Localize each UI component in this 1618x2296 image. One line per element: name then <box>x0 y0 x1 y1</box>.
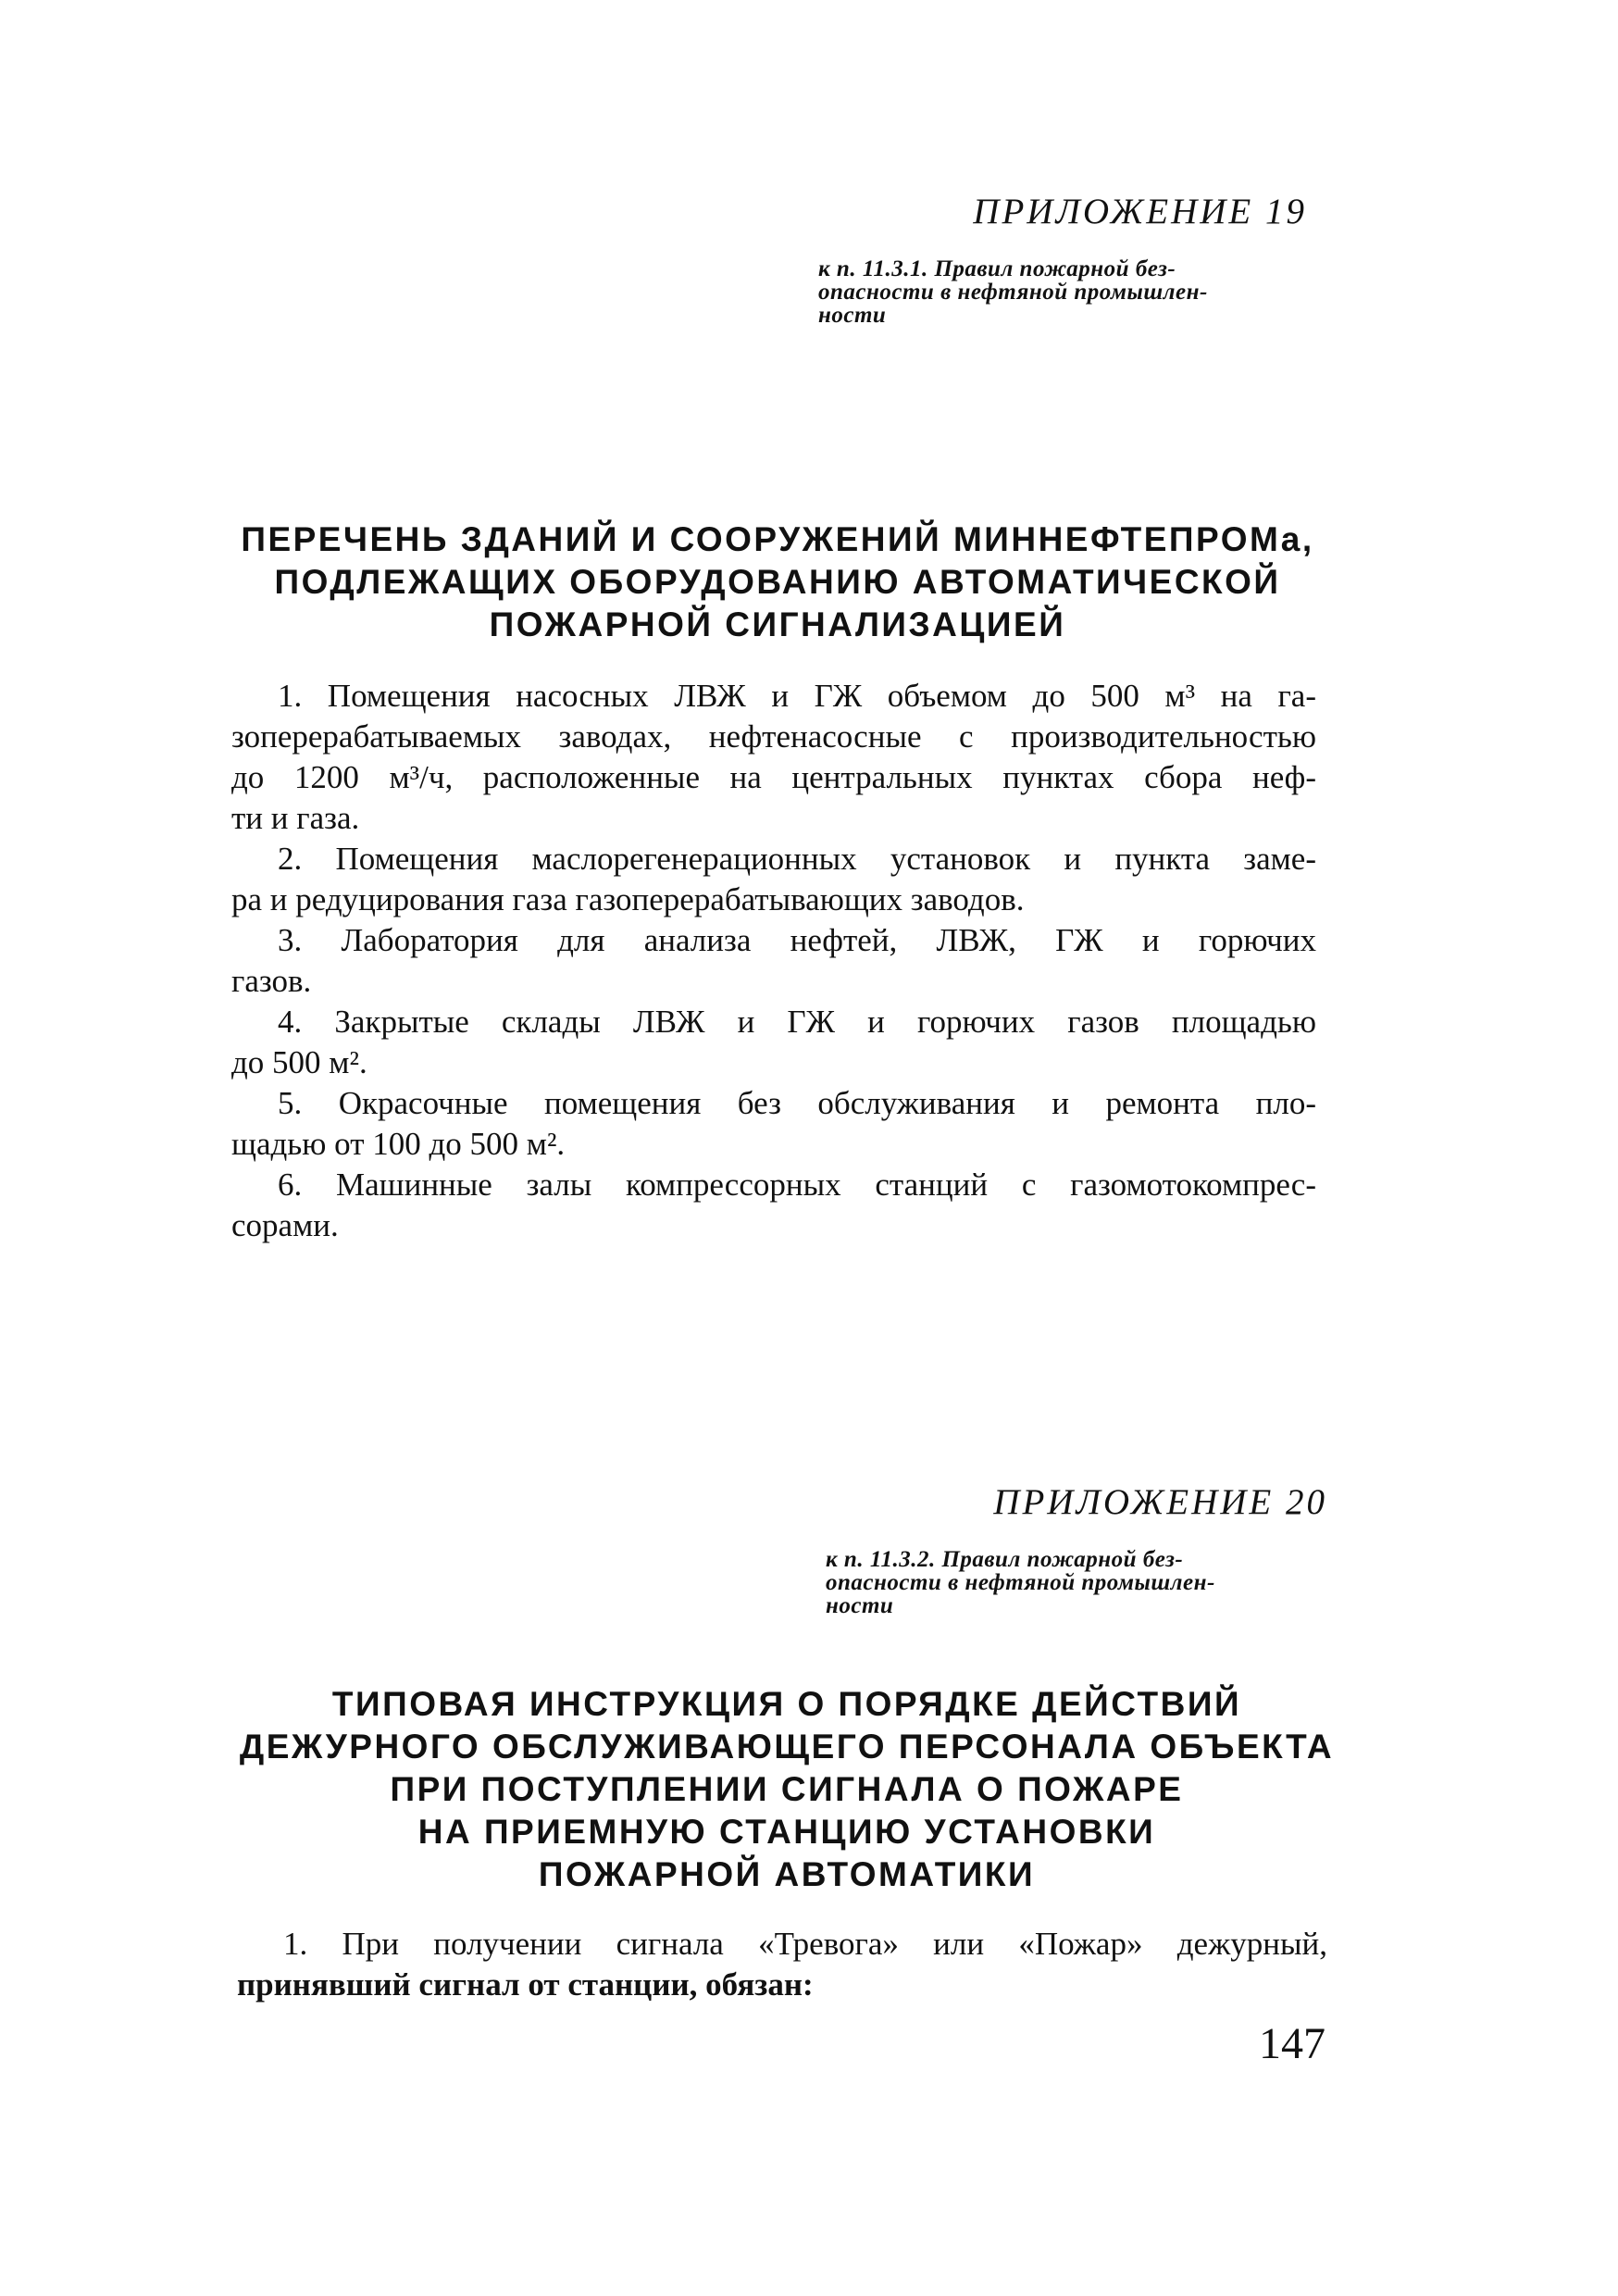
list-item-line: газов. <box>231 963 312 999</box>
list-item-line: щадью от 100 до 500 м². <box>231 1126 566 1162</box>
paragraph-line: принявший сигнал от станции, обязан: <box>237 1966 814 2003</box>
page-number: 147 <box>1259 2019 1326 2068</box>
list-section-heading <box>222 518 1333 646</box>
list-item-line: 4. Закрытые склады ЛВЖ и ГЖ и горючих газов площадью <box>278 1004 1316 1040</box>
list-item <box>231 920 1316 1002</box>
appendix-20-reference-line: ности <box>826 1593 894 1618</box>
appendix-19-reference <box>818 257 1318 327</box>
list-item-line: 6. Машинные залы компрессорных станций с газомотокомпрес- <box>278 1167 1316 1203</box>
list-item <box>231 1165 1316 1246</box>
heading-line: ПЕРЕЧЕНЬ ЗДАНИЙ И СООРУЖЕНИЙ МИННЕФТЕПРОМа, <box>241 520 1314 558</box>
list-item <box>231 676 1316 839</box>
heading-line: ПОЖАРНОЙ СИГНАЛИЗАЦИЕЙ <box>489 605 1066 643</box>
list-item-line: ти и газа. <box>231 800 360 836</box>
list-item <box>231 1083 1316 1165</box>
list-item-line: зоперерабатываемых заводах, нефтенасосные с производительностью <box>231 718 1316 755</box>
appendix-20-reference-line: к п. 11.3.2. Правил пожарной без- <box>826 1547 1184 1572</box>
list-item <box>231 839 1316 920</box>
appendix-19-title: ПРИЛОЖЕНИЕ 19 <box>973 192 1307 231</box>
appendix-19-reference-line: опасности в нефтяной промышлен- <box>818 280 1208 305</box>
buildings-list <box>231 676 1316 1246</box>
list-item-line: 1. Помещения насосных ЛВЖ и ГЖ объемом до 500 м³ на га- <box>278 678 1316 714</box>
instruction-section-heading <box>222 1683 1351 1896</box>
list-item-line: 3. Лаборатория для анализа нефтей, ЛВЖ, ГЖ и горючих <box>278 922 1316 958</box>
list-item-line: до 500 м². <box>231 1044 367 1080</box>
appendix-20-reference-line: опасности в нефтяной промышлен- <box>826 1570 1215 1595</box>
appendix-20-reference <box>826 1548 1326 1617</box>
instruction-paragraph <box>237 1924 1327 2005</box>
paragraph-line: 1. При получении сигнала «Тревога» или «Пожар» дежурный, <box>283 1926 1327 1962</box>
heading-line: НА ПРИЕМНУЮ СТАНЦИЮ УСТАНОВКИ <box>417 1813 1156 1851</box>
appendix-19-reference-line: ности <box>818 303 887 328</box>
list-item-line: до 1200 м³/ч, расположенные на центральных пунктах сбора неф- <box>231 759 1316 795</box>
appendix-19-reference-line: к п. 11.3.1. Правил пожарной без- <box>818 256 1176 281</box>
heading-line: ПОЖАРНОЙ АВТОМАТИКИ <box>538 1855 1036 1893</box>
heading-line: ДЕЖУРНОГО ОБСЛУЖИВАЮЩЕГО ПЕРСОНАЛА ОБЪЕКТА <box>239 1728 1335 1766</box>
heading-line: ПОДЛЕЖАЩИХ ОБОРУДОВАНИЮ АВТОМАТИЧЕСКОЙ <box>274 563 1281 601</box>
list-item-line: 5. Окрасочные помещения без обслуживания и ремонта пло- <box>278 1085 1316 1121</box>
list-item-line: сорами. <box>231 1207 339 1243</box>
list-item <box>231 1002 1316 1083</box>
list-item-line: 2. Помещения маслорегенерационных установок и пункта заме- <box>278 841 1316 877</box>
heading-line: ТИПОВАЯ ИНСТРУКЦИЯ О ПОРЯДКЕ ДЕЙСТВИЙ <box>331 1685 1242 1723</box>
list-item-line: ра и редуцирования газа газоперерабатывающих заводов. <box>231 881 1025 917</box>
appendix-20-title: ПРИЛОЖЕНИЕ 20 <box>993 1482 1327 1522</box>
heading-line: ПРИ ПОСТУПЛЕНИИ СИГНАЛА О ПОЖАРЕ <box>390 1770 1184 1808</box>
